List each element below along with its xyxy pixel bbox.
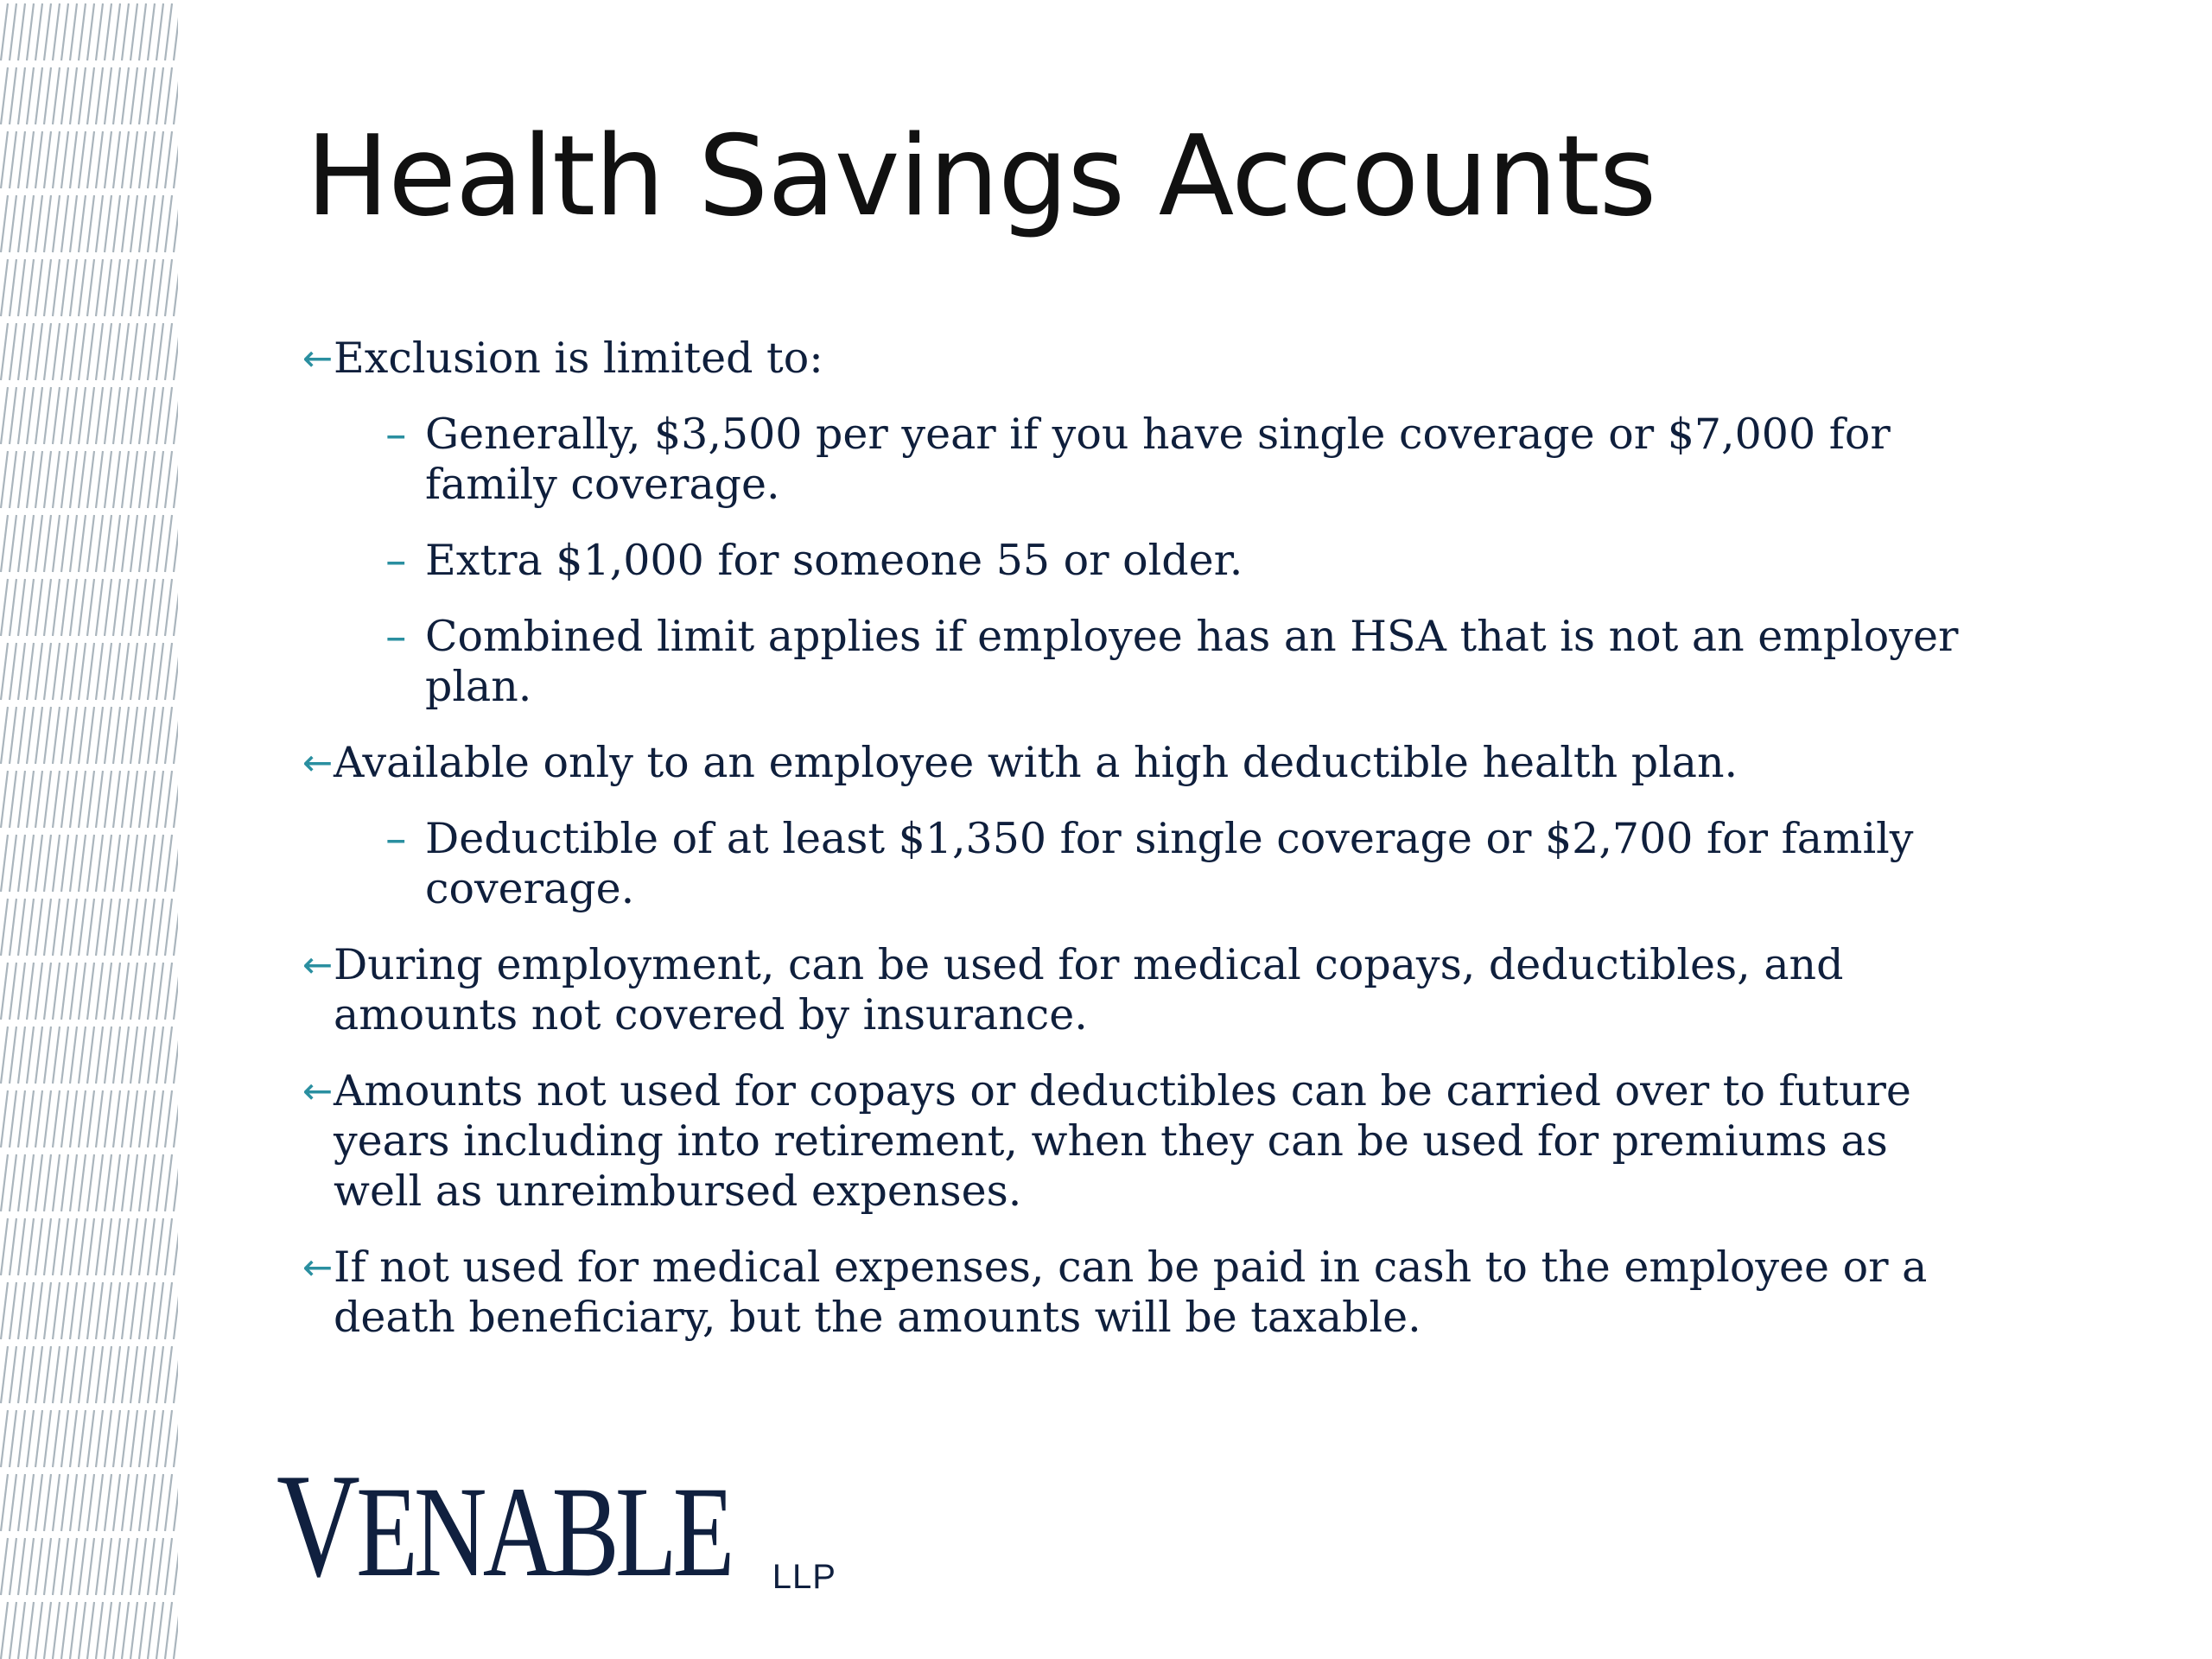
sub-bullet-item	[385, 536, 1987, 586]
left-arrow-icon: ←	[302, 1246, 334, 1288]
slide-title: Health Savings Accounts	[306, 112, 1656, 241]
sub-bullet-item	[385, 410, 1987, 510]
bullet-text: Amounts not used for copays or deductibles can be carried over to future years including into retirement, when they can be used for premiums as well as unreimbursed expenses.	[334, 1066, 1911, 1216]
sub-bullet-item	[385, 612, 1987, 712]
left-arrow-icon: ←	[302, 1070, 334, 1112]
bullet-text: Exclusion is limited to:	[334, 334, 823, 383]
logo-suffix: LLP	[772, 1558, 836, 1596]
bullet-text: Available only to an employee with a high deductible health plan.	[334, 738, 1738, 787]
left-arrow-icon: ←	[302, 741, 334, 784]
bullet-item	[302, 940, 1987, 1040]
bullet-item	[302, 1066, 1987, 1217]
left-arrow-icon: ←	[302, 944, 334, 986]
bullet-item	[302, 1243, 1987, 1343]
bullet-text: During employment, can be used for medical copays, deductibles, and amounts not covered by insurance.	[334, 940, 1844, 1039]
dash-icon: –	[385, 410, 407, 459]
sub-bullet-text: Extra $1,000 for someone 55 or older.	[425, 536, 1243, 585]
bullet-list	[302, 334, 1987, 1369]
sub-bullet-text: Combined limit applies if employee has an HSA that is not an employer plan.	[425, 612, 1959, 711]
logo-rest: ENABLE	[356, 1460, 731, 1604]
sub-bullet-item	[385, 814, 1987, 914]
sub-bullet-text: Deductible of at least $1,350 for single coverage or $2,700 for family coverage.	[425, 814, 1914, 913]
sub-bullet-text: Generally, $3,500 per year if you have single coverage or $7,000 for family coverage.	[425, 410, 1891, 509]
bullet-item	[302, 738, 1987, 788]
bullet-text: If not used for medical expenses, can be paid in cash to the employee or a death beneficiary, but the amounts will be taxable.	[334, 1243, 1928, 1342]
logo-first-letter: V	[276, 1444, 357, 1608]
logo-wordmark	[276, 1444, 731, 1608]
bullet-item	[302, 334, 1987, 384]
dash-icon: –	[385, 536, 407, 585]
venable-logo	[276, 1444, 836, 1608]
decorative-stripe-band	[0, 0, 181, 1659]
left-arrow-icon: ←	[302, 337, 334, 379]
dash-icon: –	[385, 612, 407, 661]
dash-icon: –	[385, 814, 407, 863]
